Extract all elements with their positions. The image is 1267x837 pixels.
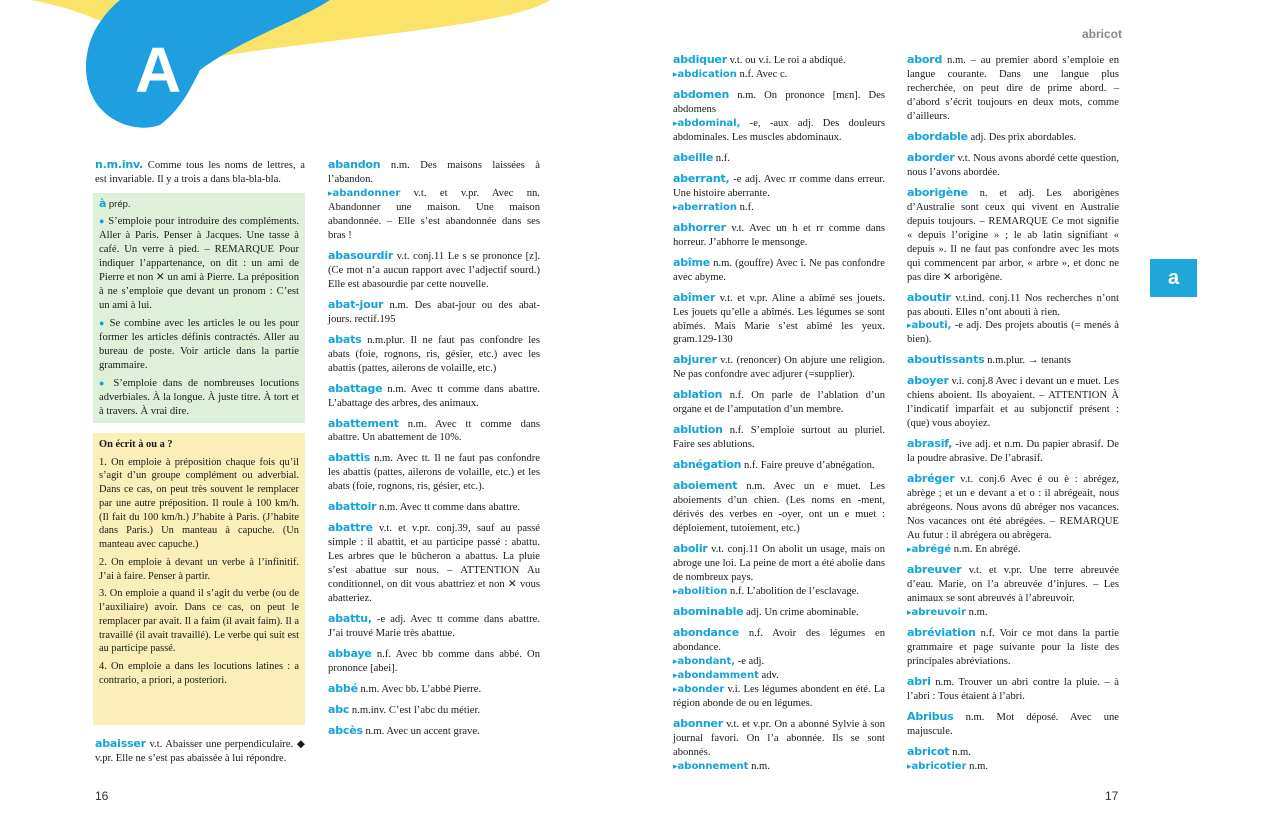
entry-abattis: abattis n.m. Avec tt. Il ne faut pas confondre les abattis (pattes, ailerons de volaille, etc.) et les abats (foie, rognons, ris, gésier, etc.). xyxy=(328,451,540,493)
entry-headword: abondant, xyxy=(677,655,736,667)
entry-abordable: abordable adj. Des prix abordables. xyxy=(907,129,1077,143)
entry-headword: abord xyxy=(907,53,943,66)
entry-abattement: abattement n.m. Avec tt comme dans abattre. Un abattement de 10%. xyxy=(328,416,540,444)
entry-ablation: ablation n.f. On parle de l’ablation d’un organe et de l’amputation d’un membre. xyxy=(673,388,885,416)
entry-abonner xyxy=(673,717,885,774)
entry-headword: aberration xyxy=(677,201,738,213)
bullet-icon: ● xyxy=(99,317,106,328)
entry-headword: ablution xyxy=(673,423,723,437)
entry-headword: abonnement xyxy=(677,760,749,772)
entry-headword: abattu, xyxy=(328,612,372,626)
entry-aboutir xyxy=(907,291,1119,348)
sub-entry-arrow-icon: ▸ xyxy=(673,201,678,212)
entry-abricot xyxy=(907,745,1119,774)
entry-headword: abattoir xyxy=(328,500,377,514)
entry-headword: abc xyxy=(328,702,350,716)
entry-headword: abattement xyxy=(328,416,399,430)
page-number-right: 17 xyxy=(1105,789,1119,803)
sub-entry-arrow-icon: ▸ xyxy=(907,544,912,555)
running-head: abricot xyxy=(1082,27,1123,41)
entry-sense-3: S’emploie dans de nombreuses locutions adverbiales. À la longue. À juste titre. À tort et à travers. À vrai dire. xyxy=(99,377,299,417)
entry-abc: abc n.m.inv. C’est l’abc du métier. xyxy=(328,702,481,716)
entry-abattu: abattu, -e adj. Avec tt comme dans abattre. J’ai trouvé Marie très abattue. xyxy=(328,612,540,640)
letter-header-graphic xyxy=(0,0,560,140)
entry-headword: abominable xyxy=(673,604,744,618)
usage-rule-3: 3. On emploie a quand il s’agit du verbe (ou de l’auxiliaire) avoir. Dans ce cas, on peut le remplacer par avait. Il a faim (il avait faim). Il a travaillé (il avait travaillé). Le verbe qui suit est au participe passé. xyxy=(99,588,299,655)
entry-abdomen xyxy=(673,88,885,145)
entry-aboutissants: aboutissants n.m.plur. → tenants xyxy=(907,353,1071,367)
entry-headword: n.m.inv. xyxy=(95,158,144,171)
sub-entry-arrow-icon: ▸ xyxy=(907,606,912,617)
entry-headword: abreuvoir xyxy=(911,606,967,618)
entry-abonner-text: abonner v.t. et v.pr. On a abonné Sylvie à son journal favori. On l’a abonnée. Ils se sont abonnés. xyxy=(673,716,885,758)
entry-abeille: abeille n.f. xyxy=(673,150,730,164)
entry-headword: abaisser xyxy=(95,737,146,750)
entry-headword: aborigène xyxy=(907,185,968,199)
entry-headword: abîme xyxy=(673,255,710,269)
entry-headword: abricot xyxy=(907,744,950,758)
entry-headword: abonner xyxy=(673,716,724,730)
entry-headword: abcès xyxy=(328,723,363,737)
entry-abbe: abbé n.m. Avec bb. L’abbé Pierre. xyxy=(328,682,482,695)
entry-headword: Abribus xyxy=(907,709,954,723)
sub-entry-arrow-icon: ▸ xyxy=(328,187,333,198)
entry-headword: abréger xyxy=(907,472,955,486)
entry-abdominal: ▸abdominal, -e, -aux adj. Des douleurs abdominales. Les muscles abdominaux. xyxy=(673,117,885,143)
entry-headword: abonder xyxy=(677,683,725,695)
entry-aberration: ▸aberration n.f. xyxy=(673,201,754,213)
entry-abonnement: ▸abonnement n.m. xyxy=(673,760,770,772)
entry-abasourdir: abasourdir v.t. conj.11 Le s se prononce [z]. (Ce mot n’a aucun rapport avec l’adjectif sourd.) Elle est abasourdie par cette nouvelle. xyxy=(328,248,540,290)
usage-box xyxy=(93,433,305,725)
entry-abdication: ▸abdication n.f. Avec c. xyxy=(673,68,788,80)
entry-abondance-text: abondance n.f. Avoir des légumes en abondance. xyxy=(673,625,885,653)
entry-abandon-text: abandon n.m. Des maisons laissées à l’abandon. xyxy=(328,158,540,185)
usage-rule-1: 1. On emploie à préposition chaque fois qu’il s’agit d’un groupe complément ou adverbial. Dans ce cas, on peut très souvent le remplacer par une autre préposition. Il roule à 100 km/h. (Il fait du 100 km/h.) J’habite à Paris. (J’habite dans Paris.) Un manteau à capuche. (Un manteau avec capuche.) xyxy=(99,456,299,551)
entry-headword: abnégation xyxy=(673,458,742,472)
entry-abdiquer xyxy=(673,53,885,82)
entry-abribus: Abribus n.m. Mot déposé. Avec une majuscule. xyxy=(907,709,1119,737)
entry-aborigene: aborigène n. et adj. Les aborigènes d’Australie sont ceux qui vivent en Australie depuis toujours. – REMARQUE Ce mot signifie « depuis l’origine » ; le ab latin signifiant « depuis ». Il ne faut pas confondre avec les mots qui commencent par arbor, « arbre », et donc ne pas dire ✕ arborigène. xyxy=(907,185,1119,283)
entry-headword: aboutissants xyxy=(907,353,985,367)
entry-abrege: ▸abrégé n.m. En abrégé. xyxy=(907,544,1021,556)
sub-entry-arrow-icon: ▸ xyxy=(673,68,678,79)
entry-abonder: ▸abonder v.i. Les légumes abondent en été. La région abonde de ou en légumes. xyxy=(673,683,885,709)
bullet-icon: ● xyxy=(99,215,105,226)
entry-abces: abcès n.m. Avec un accent grave. xyxy=(328,723,480,737)
entry-headword: abats xyxy=(328,332,362,346)
thumb-index-tab[interactable]: a xyxy=(1150,259,1197,297)
sub-entry-arrow-icon: ▸ xyxy=(673,669,678,680)
entry-headword: abattis xyxy=(328,451,371,465)
entry-headword: abat-jour xyxy=(328,297,384,311)
entry-headword: ablation xyxy=(673,388,723,402)
entry-sense-2: Se combine avec les articles le ou les pour former les articles définis contractés. Aller au bureau de poste. Voir article dans la partie grammaire. xyxy=(99,317,299,371)
entry-headword: abasourdir xyxy=(328,248,394,262)
entry-abimer: abîmer v.t. et v.pr. Aline a abîmé ses jouets. Les jouets qu’elle a abîmés. Les légumes se sont abîmés. Mais Marie s’est abîmé les yeux. gram.129-130 xyxy=(673,290,885,346)
entry-abreuver-text: abreuver v.t. et v.pr. Une terre abreuvée d’eau. Marie, on l’a abreuvée d’injures. – Les animaux se sont abreuvés à l’abreuvoir. xyxy=(907,563,1119,604)
sub-entry-arrow-icon: ▸ xyxy=(907,760,912,771)
entry-headword: abreuver xyxy=(907,563,962,576)
usage-box-title: On écrit à ou a ? xyxy=(99,439,173,450)
entry-headword: abrasif, xyxy=(907,437,953,451)
entry-headword: abricotier xyxy=(911,760,967,772)
entry-a-text: n.m.inv. Comme tous les noms de lettres, a est invariable. Il y a trois a dans bla-bla-bla. xyxy=(95,158,305,185)
entry-headword: abbaye xyxy=(328,647,372,661)
column-2 xyxy=(328,158,540,745)
entry-headword: abdominal, xyxy=(677,117,741,129)
entry-abjurer: abjurer v.t. (renoncer) On abjure une religion. Ne pas confondre avec adjurer (=supplier). xyxy=(673,353,885,381)
entry-aboiement: aboiement n.m. Avec un e muet. Les aboiements d’un chien. (Les noms en -ment, dérivés des verbes en -oyer, ont un e muet : déploiement, tutoiement, etc.) xyxy=(673,479,885,535)
entry-headword: abréviation xyxy=(907,625,976,639)
entry-abbaye: abbaye n.f. Avec bb comme dans abbé. On prononce [abei]. xyxy=(328,647,540,675)
entry-abattoir: abattoir n.m. Avec tt comme dans abattre. xyxy=(328,500,521,514)
entry-headword: aboyer xyxy=(907,374,949,388)
section-letter: A xyxy=(135,34,182,106)
entry-headword: abjurer xyxy=(673,353,717,367)
entry-abdomen-text: abdomen n.m. On prononce [mɛn]. Des abdomens xyxy=(673,87,885,115)
entry-headword: abondamment xyxy=(677,669,759,681)
entry-abdiquer-text: abdiquer v.t. ou v.i. Le roi a abdiqué. xyxy=(673,53,846,66)
entry-headword: abattre xyxy=(328,521,373,535)
entry-ablution: ablution n.f. S’emploie surtout au pluriel. Faire ses ablutions. xyxy=(673,423,885,451)
column-4 xyxy=(907,53,1119,780)
entry-headword: abandon xyxy=(328,158,381,171)
sub-entry-arrow-icon: ▸ xyxy=(673,683,678,694)
entry-abouti: ▸abouti, -e adj. Des projets aboutis (= menés à bien). xyxy=(907,320,1119,346)
entry-headword: abondance xyxy=(673,625,739,639)
sub-entry-arrow-icon: ▸ xyxy=(673,655,678,666)
entry-abondance xyxy=(673,626,885,711)
sub-entry-arrow-icon: ▸ xyxy=(673,586,678,596)
column-3 xyxy=(673,53,885,780)
entry-abrasif: abrasif, -ive adj. et n.m. Du papier abrasif. De la poudre abrasive. De l’abrasif. xyxy=(907,437,1119,465)
entry-headword: abolition xyxy=(677,586,728,597)
entry-headword: abrégé xyxy=(911,544,952,556)
entry-a xyxy=(95,158,305,187)
entry-abondamment: ▸abondamment adv. xyxy=(673,669,779,681)
entry-headword: abattage xyxy=(328,381,383,395)
entry-abondant: ▸abondant, -e adj. xyxy=(673,655,765,667)
entry-headword: abbé xyxy=(328,682,358,695)
page-number-left: 16 xyxy=(95,789,109,803)
entry-headword: aberrant, xyxy=(673,171,730,185)
entry-abreger-text: abréger v.t. conj.6 Avec é ou è : abrégez, abrège ; et un e devant a et o : il abrégeait, nous abrégeons. Nous avons dû abréger nos vacances. Nos vacances ont été abrégées. – REMARQUE Au futur : il abrégera ou abrègera. xyxy=(907,472,1119,542)
entry-headword: à xyxy=(99,197,107,210)
usage-rule-4: 4. On emploie a dans les locutions latines : a contrario, a priori, a posteriori. xyxy=(99,661,299,686)
entry-headword: abeille xyxy=(673,150,714,164)
entry-aborder: aborder v.t. Nous avons abordé cette question, nous l’avons abordée. xyxy=(907,150,1119,178)
entry-abhorrer: abhorrer v.t. Avec un h et rr comme dans horreur. J’abhorre le mensonge. xyxy=(673,220,885,248)
entry-headword: aboiement xyxy=(673,479,738,493)
entry-abominable: abominable adj. Un crime abominable. xyxy=(673,604,859,618)
entry-abri: abri n.m. Trouver un abri contre la pluie. – à l’abri : Tous étaient à l’abri. xyxy=(907,674,1119,702)
entry-headword: abri xyxy=(907,674,931,688)
entry-aberrant xyxy=(673,172,885,215)
entry-sense-1: S’emploie pour introduire des compléments. Aller à Paris. Penser à Jacques. Une tasse à café. Un verre à pied. – REMARQUE Pour indiquer l’appartenance, on dit : un ami de Pierre et non ✕ un ami à Pierre. La préposition à ne s’emploie que devant un pronom : C’est un ami à lui. xyxy=(99,215,299,311)
entry-abat-jour: abat-jour n.m. Des abat-jour ou des abat-jours. rectif.195 xyxy=(328,297,540,325)
entry-headword: abdomen xyxy=(673,87,730,101)
entry-headword: abandonner xyxy=(332,187,401,199)
entry-abandonner: ▸abandonner v.t. et v.pr. Avec nn. Abandonner une maison. Une maison abandonnée. – Elle s’est abandonnée dans ses bras ! xyxy=(328,187,540,241)
entry-abord: abord n.m. – au premier abord s’emploie en langue courante. Dans une langue plus recherchée, on peut dire de prime abord. – d’abord s’écrit toujours en deux mots, comme d’ailleurs. xyxy=(907,53,1119,122)
entry-abandon xyxy=(328,158,540,243)
usage-rule-2: 2. On emploie à devant un verbe à l’infinitif. J’ai à faire. Penser à partir. xyxy=(99,556,299,582)
bullet-icon: ● xyxy=(99,377,108,388)
entry-abaisser: abaisser v.t. Abaisser une perpendiculaire. ◆ v.pr. Elle ne s’est pas abaissée à lui répondre. xyxy=(95,737,305,764)
entry-abattre: abattre v.t. et v.pr. conj.39, sauf au passé simple : il abattit, et au participe passé : abattu. Les arbres que le bûcheron a abattus. La pluie s’est abattue sur nous. – ATTENTION Au conditionnel, on dit vous abattriez et non ✕ vous abatteriez. xyxy=(328,521,540,605)
entry-abolir xyxy=(673,542,885,599)
column-1-bottom xyxy=(95,737,305,772)
entry-abricotier: ▸abricotier n.m. xyxy=(907,760,989,772)
entry-aberrant-text: aberrant, -e adj. Avec rr comme dans erreur. Une histoire aberrante. xyxy=(673,171,885,199)
entry-abreviation: abréviation n.f. Voir ce mot dans la partie grammaire et page suivante pour la liste des principales abréviations. xyxy=(907,625,1119,667)
entry-abreuvoir: ▸abreuvoir n.m. xyxy=(907,606,988,618)
entry-abattage: abattage n.m. Avec tt comme dans abattre. L’abattage des arbres, des animaux. xyxy=(328,381,540,409)
entry-abolition: ▸abolition n.f. L’abolition de l’esclavage. xyxy=(673,586,860,597)
entry-headword: abdication xyxy=(677,68,737,80)
entry-abats: abats n.m.plur. Il ne faut pas confondre les abats (foie, rognons, ris, gésier, etc.) avec les abattis (pattes, ailerons de volaille, etc.) xyxy=(328,332,540,374)
entry-a-preposition xyxy=(93,193,305,423)
entry-headword: abdiquer xyxy=(673,53,727,66)
entry-grammar: prép. xyxy=(108,199,131,210)
entry-abreuver xyxy=(907,563,1119,620)
entry-headword: abouti, xyxy=(911,320,952,332)
entry-aboutir-text: aboutir v.t.ind. conj.11 Nos recherches n’ont pas abouti. Elles n’ont abouti à rien. xyxy=(907,290,1119,318)
entry-aboyer: aboyer v.i. conj.8 Avec i devant un e muet. Les chiens aboient. Ils aboyaient. – ATTENTION À l’indicatif imparfait et au subjonctif présent : (que) vous aboyiez. xyxy=(907,374,1119,430)
entry-headword: aboutir xyxy=(907,290,951,304)
entry-headword: abhorrer xyxy=(673,220,726,234)
entry-headword: abolir xyxy=(673,542,708,556)
entry-abnegation: abnégation n.f. Faire preuve d’abnégation. xyxy=(673,458,875,472)
entry-abolir-text: abolir v.t. conj.11 On abolit un usage, mais on abroge une loi. La peine de mort a été abolie dans de nombreux pays. xyxy=(673,542,885,584)
entry-abricot-text: abricot n.m. xyxy=(907,744,971,758)
sub-entry-arrow-icon: ▸ xyxy=(673,117,678,128)
sub-entry-arrow-icon: ▸ xyxy=(907,320,912,331)
entry-headword: abordable xyxy=(907,129,968,143)
entry-headword: aborder xyxy=(907,150,955,164)
entry-abime: abîme n.m. (gouffre) Avec î. Ne pas confondre avec abyme. xyxy=(673,255,885,283)
entry-abreger xyxy=(907,472,1119,557)
sub-entry-arrow-icon: ▸ xyxy=(673,760,678,771)
entry-headword: abîmer xyxy=(673,290,716,304)
column-1 xyxy=(95,158,305,193)
